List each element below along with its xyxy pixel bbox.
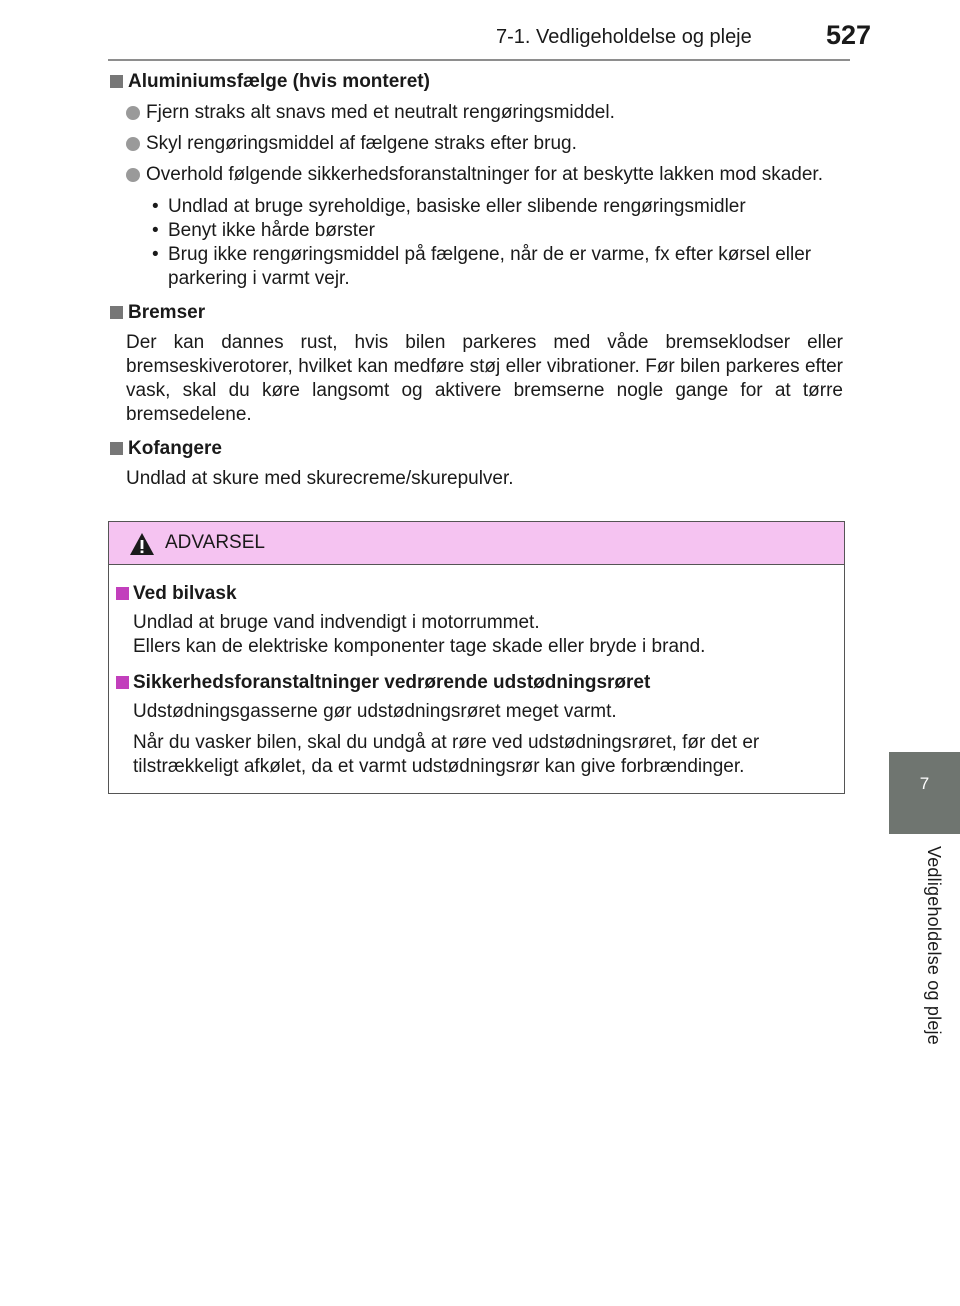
- list-item: Skyl rengøringsmiddel af fælgene straks efter brug.: [108, 132, 843, 156]
- brakes-text: Der kan dannes rust, hvis bilen parkeres med våde bremseklodser eller bremseskiverotorer, hvilket kan medføre støj eller vibrationer. Før bilen parkeres efter vask, skal du køre langsomt og aktivere bremserne nogle gange for at tørre bremsedelene.: [126, 332, 843, 425]
- sub-bullet-mark: •: [152, 196, 159, 217]
- sub-bullet-mark: •: [152, 220, 159, 241]
- chapter-tab-number: 7: [919, 774, 930, 793]
- page-content: [108, 70, 843, 501]
- list-item: Fjern straks alt snavs med et neutralt rengøringsmiddel.: [108, 101, 843, 125]
- warning-item-title: Sikkerhedsforanstaltninger vedrørende udstødningsrøret: [115, 671, 834, 695]
- bullet-dot-icon: [126, 137, 140, 151]
- warning-triangle-icon: [129, 532, 155, 556]
- sub-bullet-list: [108, 195, 843, 291]
- sub-bullet-mark: •: [152, 244, 159, 265]
- section-title-bumpers: Kofangere: [108, 437, 843, 461]
- section-title-wheels: Aluminiumsfælge (hvis monteret): [108, 70, 843, 94]
- section-title-brakes: Bremser: [108, 301, 843, 325]
- warning-square-icon: [116, 676, 129, 689]
- bullet-dot-icon: [126, 106, 140, 120]
- section-square-icon: [110, 306, 123, 319]
- list-item: Overhold følgende sikkerhedsforanstaltninger for at beskytte lakken mod skader.: [108, 163, 843, 187]
- warning-body: [109, 565, 844, 779]
- bumpers-text: Undlad at skure med skurecreme/skurepulver.: [126, 468, 514, 489]
- header-divider: [108, 59, 850, 61]
- sub-list-item: • Brug ikke rengøringsmiddel på fælgene, når de er varme, fx efter kørsel eller parkering i varmt vejr.: [152, 244, 812, 289]
- section-square-icon: [110, 442, 123, 455]
- warning-item-text: Undlad at bruge vand indvendigt i motorrummet. Ellers kan de elektriske komponenter tage skade eller bryde i brand.: [133, 612, 706, 657]
- sub-list-item: • Benyt ikke hårde børster: [152, 220, 375, 241]
- section-square-icon: [110, 75, 123, 88]
- warning-item-title: Ved bilvask: [115, 582, 834, 606]
- chapter-tab: [889, 752, 960, 834]
- warning-label: ADVARSEL: [165, 532, 265, 553]
- page-number: 527: [826, 20, 872, 50]
- sub-list-item: • Undlad at bruge syreholdige, basiske eller slibende rengøringsmidler: [152, 196, 746, 217]
- chapter-title: 7-1. Vedligeholdelse og pleje: [496, 26, 752, 48]
- chapter-tab-label: Vedligeholdelse og pleje: [924, 846, 944, 1045]
- warning-item-text: Når du vasker bilen, skal du undgå at røre ved udstødningsrøret, før det er tilstrækkeligt afkølet, da et varmt udstødningsrør kan give forbrændinger.: [133, 732, 760, 777]
- warning-item-text: Udstødningsgasserne gør udstødningsrøret meget varmt.: [133, 701, 617, 722]
- warning-square-icon: [116, 587, 129, 600]
- warning-box: [108, 521, 845, 794]
- bullet-dot-icon: [126, 168, 140, 182]
- warning-header: [109, 522, 844, 565]
